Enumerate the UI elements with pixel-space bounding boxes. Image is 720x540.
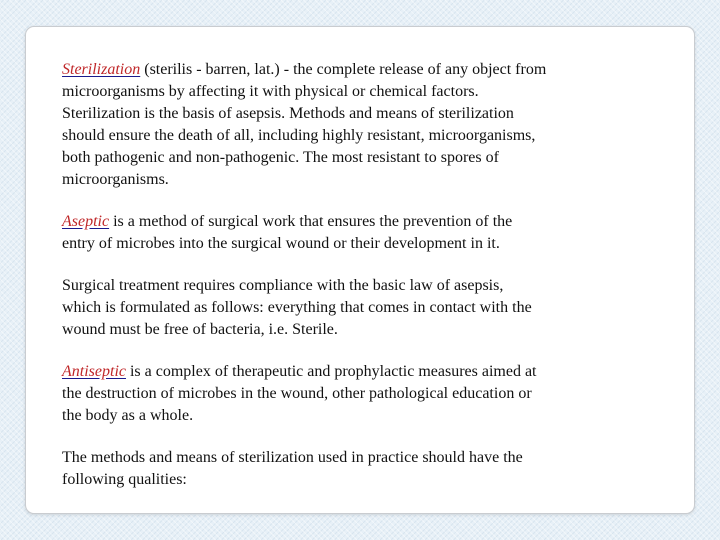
definition-text: is a complex of therapeutic and prophylactic measures aimed at: [125, 363, 537, 380]
text-line: [62, 361, 662, 383]
definition-text: is a method of surgical work that ensures the prevention of the: [109, 213, 513, 230]
text-line: entry of microbes into the surgical wound or their development in it.: [62, 235, 500, 252]
paragraph-aseptic: [62, 211, 662, 255]
paragraph-methods: [62, 447, 662, 491]
text-line: both pathogenic and non-pathogenic. The most resistant to spores of: [62, 149, 499, 166]
text-line: [62, 59, 662, 81]
text-line: Sterilization is the basis of asepsis. Methods and means of sterilization: [62, 105, 514, 122]
text-line: microorganisms.: [62, 171, 169, 188]
text-line: the destruction of microbes in the wound, other pathological education or: [62, 385, 532, 402]
text-line: Surgical treatment requires compliance with the basic law of asepsis,: [62, 277, 504, 294]
paragraph-surgical-treatment: [62, 275, 662, 341]
text-line: The methods and means of sterilization used in practice should have the: [62, 449, 523, 466]
text-line: wound must be free of bacteria, i.e. Sterile.: [62, 321, 338, 338]
paragraph-antiseptic: [62, 361, 662, 427]
definition-text: (sterilis - barren, lat.) - the complete release of any object from: [140, 61, 547, 78]
text-line: the body as a whole.: [62, 407, 194, 424]
text-line: following qualities:: [62, 471, 187, 488]
term-aseptic: Aseptic: [62, 213, 110, 230]
slide-card: [25, 26, 695, 514]
text-line: should ensure the death of all, including highly resistant, microorganisms,: [62, 127, 536, 144]
text-line: [62, 211, 662, 233]
paragraph-sterilization: [62, 59, 662, 191]
slide-content: [62, 59, 662, 491]
term-sterilization: Sterilization: [62, 61, 141, 78]
text-line: microorganisms by affecting it with physical or chemical factors.: [62, 83, 479, 100]
term-antiseptic: Antiseptic: [62, 363, 126, 380]
text-line: which is formulated as follows: everything that comes in contact with the: [62, 299, 532, 316]
